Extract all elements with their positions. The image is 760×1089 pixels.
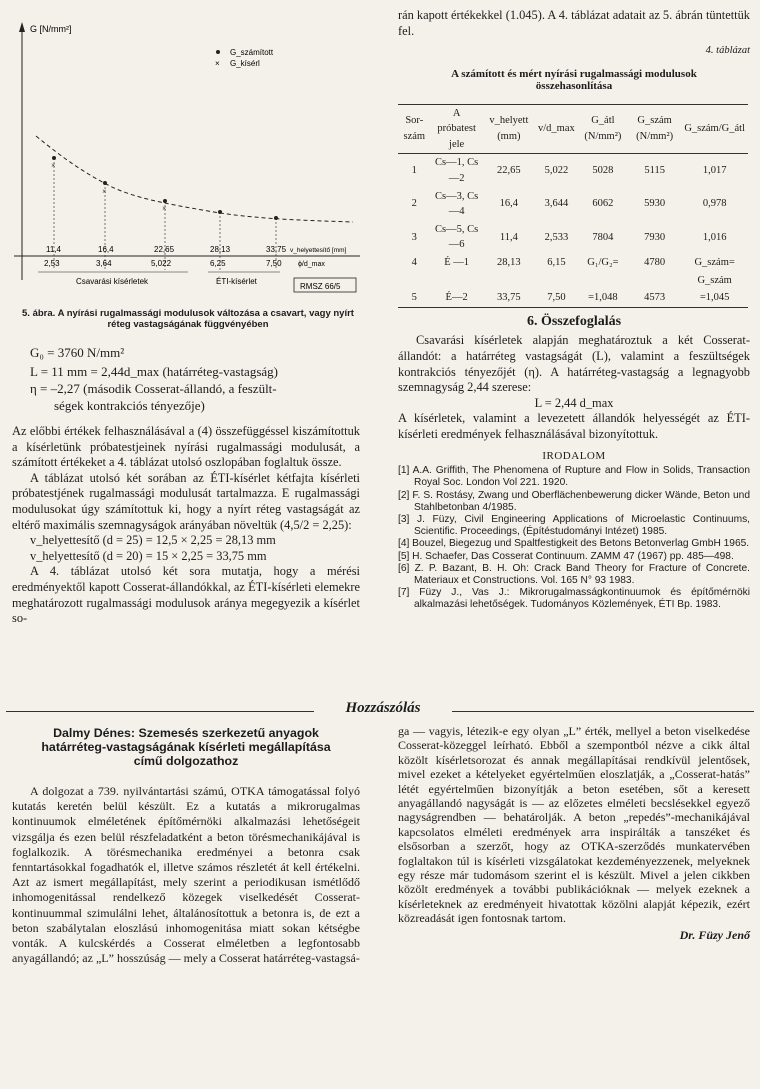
d-val-1: 2,53 <box>44 259 60 268</box>
table-row: 4 É —1 28,13 6,15 G₁/G₂= 4780 G_szám= <box>411 257 735 269</box>
comment-left-column <box>12 726 360 966</box>
d-val-2: 3,64 <box>96 259 112 268</box>
y-axis-label: G [N/mm²] <box>30 24 72 34</box>
point-x-3: × <box>162 204 167 213</box>
point-x-1: × <box>51 161 56 170</box>
equation-l: L = 11 mm = 2,44d_max (határréteg-vastagság) <box>30 364 278 379</box>
table-row: 3 Cs—5, Cs—6 11,4 2,533 7804 7930 1,016 <box>411 223 727 251</box>
reference-item: [3] J. Füzy, Civil Engineering Applications of Microelastic Continuums, Scientific. Proceedings, (Építéstudományi Intézet) 1985. <box>398 513 750 538</box>
x-axis-label-2: ϕ/d_max <box>298 261 325 268</box>
reference-item: [1] A.A. Griffith, The Phenomena of Rupture and Flow in Solids, Transaction Royal Soc. London Vol 221. 1920. <box>398 465 750 489</box>
d-val-3: 5,022 <box>151 259 172 268</box>
results-table <box>398 104 748 308</box>
legend-marker-computed <box>216 50 220 54</box>
th-vhely: v_helyett (mm) <box>489 115 529 143</box>
decay-curve <box>36 136 353 222</box>
paragraph-summary: Csavarási kísérletek alapján meghatároztuk a két Cosserat-állandót: a határréteg vastagságát (L), valamint a feszültségek kontrakciós tényezőjét (η). A határréteg-vastagság a legnagyobb szemnagyság 2,44 szerese: <box>398 333 750 395</box>
th-vd: v/d_max <box>538 123 575 135</box>
table-row: 1 Cs—1, Cs—2 22,65 5,022 5028 5115 1,017 <box>411 157 727 185</box>
comment-right-column <box>398 724 750 942</box>
comment-subtitle-2: határréteg-vastagságának kísérleti megállapítása <box>41 740 331 754</box>
data-points <box>51 156 278 220</box>
table-title-2: összehasonlítása <box>535 79 613 92</box>
stamp: RMSZ 66/5 <box>300 282 341 291</box>
figure-5-chart <box>8 8 364 298</box>
region1-label: Csavarási kísérletek <box>76 277 149 286</box>
legend-measured: G_kísérl <box>230 59 260 68</box>
comment-body-left: A dolgozat a 739. nyilvántartási számú, OTKA támogatással folyó kutatás keretén belül készült. Ez a kutatás a mikrorugalmas kontinuumok elméletének építőmérnöki alkalmazási lehetőségeit vizsgálja és ezen belül részfeladatként a beton törésmechanikájával is foglalkozik. A törésmechanika eredményei a betonra csak fenntartásokkal fogadhatók el, illetve számos részletét át kell értékelni. Azt az ismert megállapítást, mely szerint a periodikusan ismétlődő inhomogenitással rendelkező közegek viselkedését Cosserat-kontinuummal szimulálni lehet, általánosítottuk a betonra is, de ezt a beton szabálytalan eloszlású inhomogenitása miatt sokan kétségbe vonták. A kulcskérdés a Cosserat elméletben a legfontosabb anyagállandó; az „L” hosszúság — mely a Cosserat határréteg-vastagsá- <box>12 784 360 966</box>
th-ratio: G_szám/G_átl <box>684 123 745 135</box>
table-row-note <box>398 272 748 290</box>
legend-computed: G_számított <box>230 48 274 57</box>
equation-eta-b: ségek kontrakciós tényezője) <box>54 398 205 413</box>
section-heading-6: 6. Összefoglalás <box>526 313 622 329</box>
comment-heading: Hozzászólás <box>345 700 421 716</box>
x-val-2: 16,4 <box>98 245 114 254</box>
d-values <box>44 259 325 268</box>
paragraph-3: A 4. táblázat utolsó két sora mutatja, hogy a mérési eredményektől kapott Cosserat-állandókkal, az ÉTI-kísérleti elemekre meghatározott rugalmassági modulusok aránya megegyezik a kísérlet so- <box>12 564 360 626</box>
x-val-4: 28,13 <box>210 245 231 254</box>
equation-v2: v_helyettesítő (d = 20) = 15 × 2,25 = 33,75 mm <box>30 548 267 563</box>
reference-item: [6] Z. P. Bazant, B. H. Oh: Crack Band Theory for Fracture of Concrete. Materiaux et Constructions. Vol. 165 N° 93 1983. <box>398 562 750 586</box>
point-x-2: × <box>102 187 107 196</box>
paragraph-1: Az előbbi értékek felhasználásával a (4) összefüggéssel kiszámítottuk a kísérletünk próbatestjeinek nyírási rugalmassági modulusát, a számított értékeket a 4. táblázat utolsó oszlopában foglaltuk össze. <box>12 424 360 470</box>
reference-item: [4] Bouzel, Biegezug und Spaltfestigkeit des Betons Betonverlag GmbH 1965. <box>398 538 750 550</box>
equation-v1: v_helyettesítő (d = 25) = 12,5 × 2,25 = 28,13 mm <box>30 533 276 548</box>
th-gszam: G_szám (N/mm²) <box>636 115 674 143</box>
x-val-5: 33,75 <box>266 245 287 254</box>
d-val-5: 7,50 <box>266 259 282 268</box>
paragraph-2: A táblázat utolsó két sorában az ÉTI-kísérlet kétfajta kísérleti próbatestjének rugalmassági modulusát tartalmazza. E rugalmassági modulusokat úgy számítottuk ki, hogy a nyírt réteg vastagságát az eltérő maximális szemnagyságok arányában növeltük (4,5/2 = 2,25): <box>12 470 360 532</box>
table-row: 2 Cs—3, Cs—4 16,4 3,644 6062 5930 0,978 <box>411 190 727 218</box>
left-column <box>12 344 360 627</box>
references-list <box>398 465 750 611</box>
comment-body-right: ga — vagyis, létezik-e egy olyan „L” érték, mellyel a beton viselkedése Cosserat-közeggel leírható. Ebből a szempontból nézve a cikk által közölt kísérletsorozat és annak megállapításai rendkívül jelentősek, mivel ezeket a kételyeket egyértelműen eloszlatják, a „Cosserat-hatás” létét egyértelműen bizonyítják a beton esetében, sőt a keresett anyagállandó nagyságát is — az előzetes elméleti becslésekkel egyező nagyságrendben — behatárolják. A beton „repedés”-mechanikájával kapcsolatos elméleti eredmények arra inspirálták a tanszéket és elsősorban a szerzőt, hogy az OTKA-szerződés munkatervében foglaltakon túl is kísérleti vizsgálatokat kezdeményezzenek, melyeknek egy része már tudomásom szerint el is készült. Mivel a jelen cikkben közölt eredmények a további publikációknak — melyek ezeknek a kísérleteknek az eredményeit hivatottak közölni alapját képezik, ezért közreadását igen fontosnak tartom. <box>398 724 750 926</box>
table-header-row <box>398 104 748 154</box>
y-axis-arrow <box>19 22 25 32</box>
x-val-3: 22,65 <box>154 245 175 254</box>
reference-item: [7] Füzy J., Vas J.: Mikrorugalmasságkontinuumok és építőmérnöki alkalmazási lehetőségek. Tudományos Közlemények, ÉTI Bp. 1983. <box>398 587 750 611</box>
d-val-4: 6,25 <box>210 259 226 268</box>
divider-left <box>6 711 314 712</box>
paragraph-top: rán kapott értékekkel (1.045). A 4. táblázat adatait az 5. ábrán tüntettük fel. <box>398 8 750 38</box>
th-sor: Sor-szám <box>403 115 426 143</box>
figure-5 <box>8 8 364 298</box>
comment-subtitle-1: Dalmy Dénes: Szemesés szerkezetű anyagok <box>53 726 319 740</box>
table-title-1: A számított és mért nyírási rugalmassági modulusok <box>451 67 697 80</box>
right-column <box>398 8 750 612</box>
x-axis-label-1: v_helyettesítő [mm] <box>290 247 347 254</box>
th-jele: A próbatest jele <box>437 107 476 150</box>
references-heading: IRODALOM <box>542 449 606 462</box>
equation-g0: G₀ = 3760 N/mm² <box>30 345 125 360</box>
th-gatl: G_átl (N/mm²) <box>584 115 622 143</box>
row5-note: G_szám <box>697 274 732 286</box>
equation-l-summary: L = 2,44 d_max <box>534 395 614 410</box>
comment-signature: Dr. Füzy Jenő <box>679 927 750 942</box>
legend-marker-measured: × <box>215 59 220 68</box>
equation-eta-a: η = –2,27 (második Cosserat-állandó, a feszült- <box>30 381 277 396</box>
x-values <box>46 245 347 254</box>
reference-item: [2] F. S. Rostásy, Zwang und Oberflächenbewerung dicker Wände, Beton und Stahlbetonban 4/1985. <box>398 489 750 513</box>
divider-right <box>452 711 754 712</box>
comment-subtitle-3: című dolgozathoz <box>133 754 239 768</box>
region2-label: ÉTI-kísérlet <box>216 277 257 286</box>
paragraph-conclusion: A kísérletek, valamint a levezetett állandók helyességét az ÉTI-kísérleti eredmények felhasználásával bizonyítottuk. <box>398 411 750 441</box>
figure-caption: 5. ábra. A nyírási rugalmassági modulusok változása a csavart, vagy nyírt réteg vastagságának függvényében <box>22 308 354 330</box>
legend <box>215 48 274 68</box>
table-number: 4. táblázat <box>705 45 750 57</box>
reference-item: [5] H. Schaefer, Das Cosserat Continuum. ZAMM 47 (1967) pp. 485—498. <box>398 550 734 562</box>
table-row: 5 É—2 33,75 7,50 =1,048 4573 =1,045 <box>398 289 748 307</box>
x-val-1: 11,4 <box>46 245 61 254</box>
